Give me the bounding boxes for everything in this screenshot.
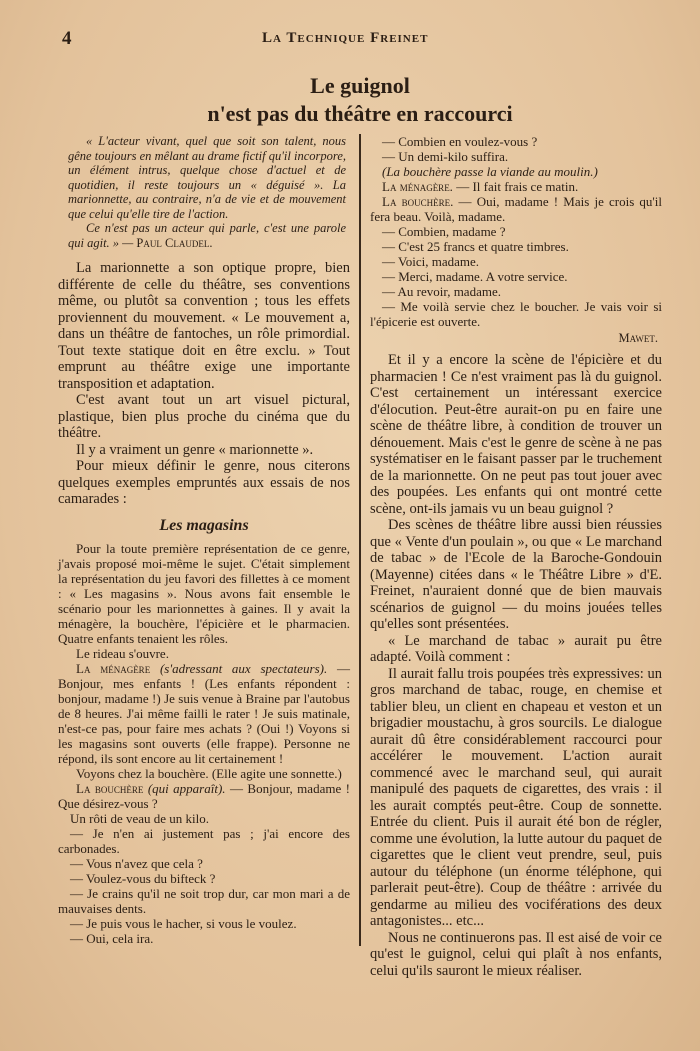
epigraph-text-2 <box>68 221 346 250</box>
running-title: La Technique Freinet <box>262 30 429 46</box>
dialog-line: — Au revoir, madame. <box>382 284 501 299</box>
dialog-text: — Oui, madame ! Mais je crois qu'il fera beau. Voilà, madame. <box>370 194 662 224</box>
article-title <box>150 72 570 128</box>
column-divider <box>359 134 361 946</box>
dialog-line: — Merci, madame. A votre service. <box>382 269 568 284</box>
dialog-line: — Voici, madame. <box>382 254 480 269</box>
role-bouchere: La bouchère. <box>382 194 454 209</box>
magasins-paragraph-2: Le rideau s'ouvre. <box>76 645 169 661</box>
dialog-lines-right-a <box>370 134 662 329</box>
dialog-lines-left <box>58 811 350 946</box>
dialog-line: Un rôti de veau de un kilo. <box>70 810 209 826</box>
dialog-line: — Oui, cela ira. <box>70 930 154 946</box>
dialog-line: — Vous n'avez que cela ? <box>70 855 203 871</box>
magasins-paragraph-5 <box>58 781 350 811</box>
epigraph-text-1: « L'acteur vivant, quel que soit son talent, nous gêne toujours en mêlant au drame fictif qu'il incorpore, un élément intrus, quelque chose d'actuel et de quotidien, il reste toujours un « déguisé ». La marionnette, au contraire, n'a de vie et de mouvement que celui qu'elle tire de l'action. <box>68 134 346 221</box>
dialog-text: — Bonjour, madame ! Que désirez-vous ? <box>58 780 350 811</box>
intro-paragraph-1: La marionnette a son optique propre, bien différente de celle du théâtre, ses conventions même, ou plutôt sa convention ; tous les effets proviennent du mouvement. « Le mouvement a, dans un théâtre de fantoches, un rôle primordial. Tout texte statique doit en être exclu. » Tout emprunt au théâtre exige une importante transposition et adaptation. <box>58 260 350 392</box>
body-paragraph-3: « Le marchand de tabac » aurait pu être adapté. Voilà comment : <box>370 632 662 665</box>
magasins-paragraph-4: Voyons chez la bouchère. (Elle agite une sonnette.) <box>76 765 342 781</box>
title-line-2: n'est pas du théâtre en raccourci <box>207 101 513 126</box>
dialog-line: — Je puis vous le hacher, si vous le voulez. <box>70 915 297 931</box>
body-paragraph-1: Et il y a encore la scène de l'épicière et du pharmacien ! Ce n'est vraiment pas là du guignol. C'est certainement un intéressant exercice d'élocution. Peut-être aurait-on pu en faire une scène de théâtre libre, à condition de trouver un dénouement. Mais c'est le genre de scène à ne pas systématiser en le faisant passer par le truchement de la marionnette. On ne peut pas tout jouer avec des poupées. Les enfants qui ont montré cette scène, ont-ils jamais vu un beau guignol ? <box>370 352 662 517</box>
magasins-paragraph-1: Pour la toute première représentation de ce genre, j'avais proposé moi-même le sujet. C'était simplement la représentation du jeu favori des fillettes à ce moment : « Les magasins ». Nous avons fait ensemble le scénario pour les marionnettes à gaines. Il y avait la ménagère, la bouchère, l'épicière et le pharmacien. Quatre enfants tenaient les rôles. <box>58 540 350 646</box>
role-menagere: La ménagère <box>76 660 151 676</box>
magasins-paragraph-3 <box>58 661 350 766</box>
section-title: Les magasins <box>159 516 249 534</box>
intro-paragraph-2: C'est avant tout un art visuel pictural, plastique, bien plus proche du cinéma que du théâtre. <box>58 392 350 441</box>
dialog-line: — Je crains qu'il ne soit trop dur, car mon mari a de mauvaises dents. <box>58 885 350 916</box>
page-number: 4 <box>62 28 72 49</box>
role-bouchere: La bouchère <box>76 780 144 796</box>
signature: Mawet. <box>618 331 658 345</box>
dialog-line: — Combien, madame ? <box>382 224 506 239</box>
role-menagere: La ménagère. <box>382 179 453 194</box>
dialog-line: — Voulez-vous du bifteck ? <box>70 870 216 886</box>
intro-paragraph-4: Pour mieux définir le genre, nous citerons quelques exemples empruntés aux essais de nos camarades : <box>58 458 350 507</box>
dialog-line <box>370 194 662 224</box>
dialog-text: — Il fait frais ce matin. <box>456 179 579 194</box>
body-paragraph-2: Des scènes de théâtre libre aussi bien réussies que « Vente d'un poulain », ou que « Le marchand de tabac » de l'Ecole de la Baroche-Gondouin (Mayenne) citées dans « le Théâtre Libre » d'E. Freinet, n'auraient donné que de bien mauvais scénarios de guignol — du moins jouées telles qu'elles sont présentées. <box>370 517 662 632</box>
title-line-1: Le guignol <box>310 73 410 98</box>
epigraph-author: Paul Claudel. <box>136 235 213 250</box>
stage-direction: (qui apparaît). <box>147 780 226 796</box>
dialog-line <box>370 179 662 194</box>
stage-direction: (s'adressant aux spectateurs). <box>159 660 328 676</box>
dialog-text: — Bonjour, mes enfants ! (Les enfants répondent : bonjour, madame !) Je suis venue à Braine par l'autobus de 8 heures. J'ai même failli le rater ! Je suis matinale, n'est-ce pas, pour faire mes achats ? (Oui !) Voyons si les magasins sont ouverts (elle frappe). Personne ne répond, ils sont encore au lit certainement ! <box>58 660 350 766</box>
left-column <box>58 134 350 946</box>
dialog-line: — Me voilà servie chez le boucher. Je vais voir si l'épicerie est ouverte. <box>370 299 662 329</box>
dialog-line: — Combien en voulez-vous ? <box>382 134 538 149</box>
right-column <box>370 134 662 979</box>
epigraph-quote: Ce n'est pas un acteur qui parle, c'est une parole qui agit. » — <box>68 221 346 250</box>
stage-direction: (La bouchère passe la viande au moulin.) <box>382 164 598 179</box>
dialog-line: — Je n'en ai justement pas ; j'ai encore des carbonades. <box>58 825 350 856</box>
dialog-line: — C'est 25 francs et quatre timbres. <box>382 239 569 254</box>
body-paragraph-5: Nous ne continuerons pas. Il est aisé de voir ce qu'est le guignol, celui qui plaît à nos enfants, celui qu'ils sauront le mieux réaliser. <box>370 929 662 979</box>
intro-paragraph-3: Il y a vraiment un genre « marionnette ». <box>76 441 314 458</box>
dialog-line: — Un demi-kilo suffira. <box>382 149 509 164</box>
body-paragraph-4: Il aurait fallu trois poupées très expressives: un gros marchand de tabac, rouge, en chemise et tablier bleu, un client en chapeau et veston et un brigadier moustachu, à gros sourcils. Le dialogue aurait dû être considérablement raccourci pour accélérer le mouvement. L'action aurait commencé avec le marchand seul, qui aurait manipulé des paquets de cigarettes, des vrais : il les aurait comptés peut-être. Coup de sonnette. Entrée du client. Puis il aurait été bon de régler, comme une évolution, la lutte autour du paquet de cigarettes que le client veut prendre, seul, puis autour du téléphone (un énorme téléphone, qui parlerait peut-être). Coup de théâtre : arrivée du gendarme au milieu des vociférations des deux antagonistes... etc... <box>370 665 662 929</box>
